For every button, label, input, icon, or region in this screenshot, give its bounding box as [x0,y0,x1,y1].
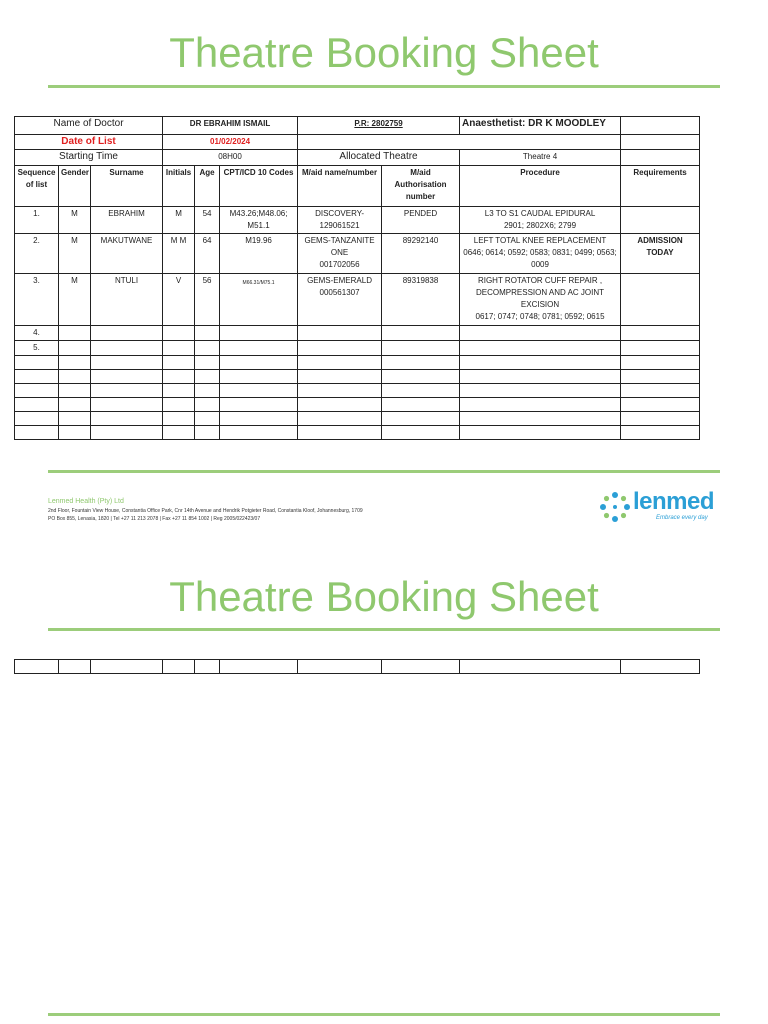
date-label: Date of List [15,135,163,150]
booking-table-2 [14,659,700,674]
theatre-value: Theatre 4 [460,150,621,166]
page-title-2: Theatre Booking Sheet [169,573,599,620]
col-surname: Surname [91,166,163,207]
lenmed-logo [598,488,723,526]
table-row [15,412,700,426]
footer-address: 2nd Floor, Fountain View House, Constantia Office Park, Cnr 14th Avenue and Hendrik Potgieter Road, Constantia Kloof, Johannesburg, 1709 [48,508,363,514]
table-row [15,384,700,398]
col-codes: CPT/ICD 10 Codes [220,166,298,207]
table-row [15,398,700,412]
col-maid-auth: M/aid Authorisation number [382,166,460,207]
anaesthetist: Anaesthetist: DR K MOODLEY [460,117,621,135]
table-row [15,356,700,370]
footer-contact: PO Box 855, Lenasia, 1820 | Tel +27 11 213 2078 | Fax +27 11 854 1002 | Reg 2005/022423/07 [48,516,261,522]
bottom-divider [48,1013,720,1016]
table-row [15,426,700,440]
table-row: 5. [15,341,700,356]
footer-company: Lenmed Health (Pty) Ltd [48,498,124,505]
col-gender: Gender [59,166,91,207]
date-value: 01/02/2024 [163,135,298,150]
col-procedure: Procedure [460,166,621,207]
col-requirements: Requirements [621,166,700,207]
logo-wordmark: lenmed [633,488,715,515]
pr-number: P.R: 2802759 [298,117,460,135]
doctor-name: DR EBRAHIM ISMAIL [163,117,298,135]
col-age: Age [195,166,220,207]
footer-divider [48,470,720,473]
starting-time-value: 08H00 [163,150,298,166]
table-row [15,660,700,674]
lenmed-star-icon [598,490,632,524]
table-row [15,370,700,384]
booking-table [14,116,700,440]
page-title: Theatre Booking Sheet [169,29,599,76]
table-row: 4. [15,326,700,341]
col-maid-name: M/aid name/number [298,166,382,207]
table-row: 2. M MAKUTWANE M M 64 M19.96 GEMS-TANZANITE ONE 001702056 89292140 LEFT TOTAL KNEE REPLACEMENT 0646; 0614; 0592; 0583; 0831; 0499; 0563; 0009 ADMISSION TODAY [15,234,700,274]
starting-time-label: Starting Time [15,150,163,166]
title-divider-2 [48,628,720,631]
table-row: 1. M EBRAHIM M 54 M43.26;M48.06; M51.1 DISCOVERY-129061521 PENDED L3 TO S1 CAUDAL EPIDURAL 2901; 2802X6; 2799 [15,207,700,234]
allocated-theatre-label: Allocated Theatre [298,150,460,166]
table-row: 3. M NTULI V 56 M66.31/M75.1 GEMS-EMERALD 000561307 89319838 RIGHT ROTATOR CUFF REPAIR , DECOMPRESSION AND AC JOINT EXCISION 0617; 0747; 0748; 0781; 0592; 0615 [15,274,700,326]
col-seq: Sequence of list [15,166,59,207]
col-initials: Initials [163,166,195,207]
logo-tagline: Embrace every day [656,515,708,521]
doctor-label: Name of Doctor [15,117,163,135]
title-divider [48,85,720,88]
